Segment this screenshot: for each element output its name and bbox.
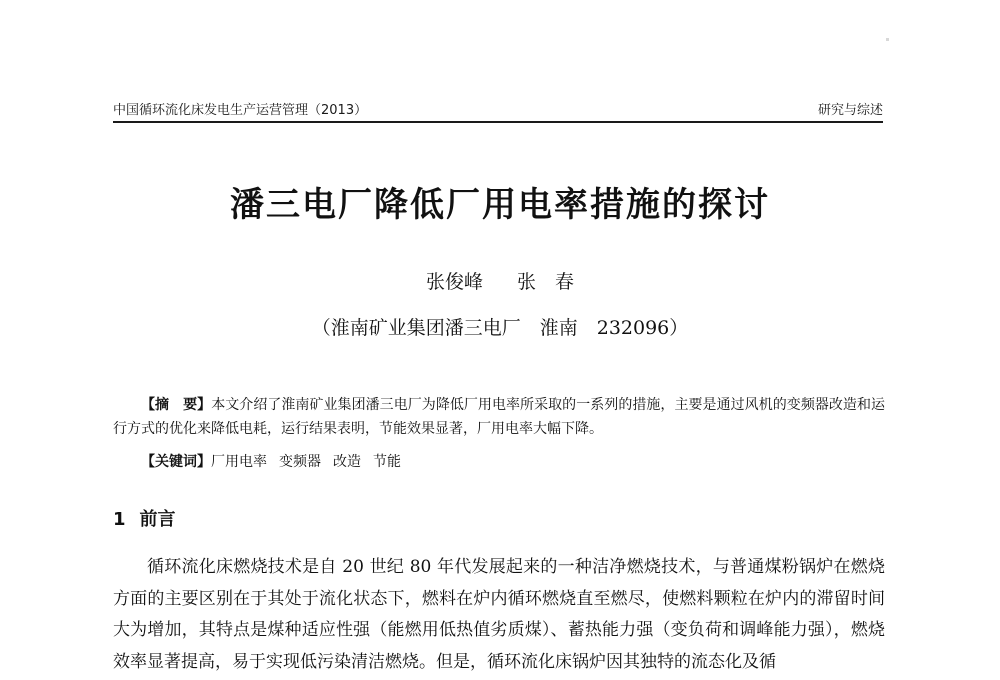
- body-paragraph: 循环流化床燃烧技术是自 20 世纪 80 年代发展起来的一种洁净燃烧技术，与普通煤粉锅炉在燃烧方面的主要区别在于其处于流化状态下，燃料在炉内循环燃烧直至燃尽，使燃料颗粒在炉内的滞留时间大为增加，其特点是煤种适应性强（能燃用低热值劣质煤）、蓄热能力强（变负荷和调峰能力强），燃烧效率显著提高，易于实现低污染清洁燃烧。但是，循环流化床锅炉因其独特的流态化及循: [113, 557, 885, 672]
- keyword: 节能: [373, 454, 401, 470]
- journal-name: 中国循环流化床发电生产运营管理（2013）: [113, 103, 368, 118]
- abstract: [113, 393, 885, 441]
- keyword: 变频器: [279, 454, 321, 470]
- abstract-text: 本文介绍了淮南矿业集团潘三电厂为降低厂用电率所采取的一系列的措施，主要是通过风机的变频器改造和运行方式的优化来降低电耗，运行结果表明，节能效果显著，厂用电率大幅下降。: [113, 397, 886, 437]
- running-header: [113, 101, 883, 121]
- author-2: 张 春: [517, 271, 575, 293]
- keywords-label: 【关键词】: [141, 454, 211, 470]
- keywords: [141, 450, 885, 474]
- section-title: 前言: [139, 509, 176, 530]
- keyword: 厂用电率: [211, 454, 267, 470]
- section-heading: [113, 507, 176, 533]
- abstract-label: 【摘 要】: [141, 397, 212, 413]
- header-rule: [113, 121, 883, 123]
- author-1: 张俊峰: [425, 271, 483, 293]
- section-number: 1: [113, 509, 126, 530]
- keyword: 改造: [333, 454, 361, 470]
- authors: [0, 268, 1000, 296]
- affiliation: （淮南矿业集团潘三电厂 淮南 232096）: [311, 317, 689, 339]
- paper-title: 潘三电厂降低厂用电率措施的探讨: [230, 185, 770, 225]
- section-category: 研究与综述: [817, 103, 883, 118]
- scan-speck: [886, 38, 889, 41]
